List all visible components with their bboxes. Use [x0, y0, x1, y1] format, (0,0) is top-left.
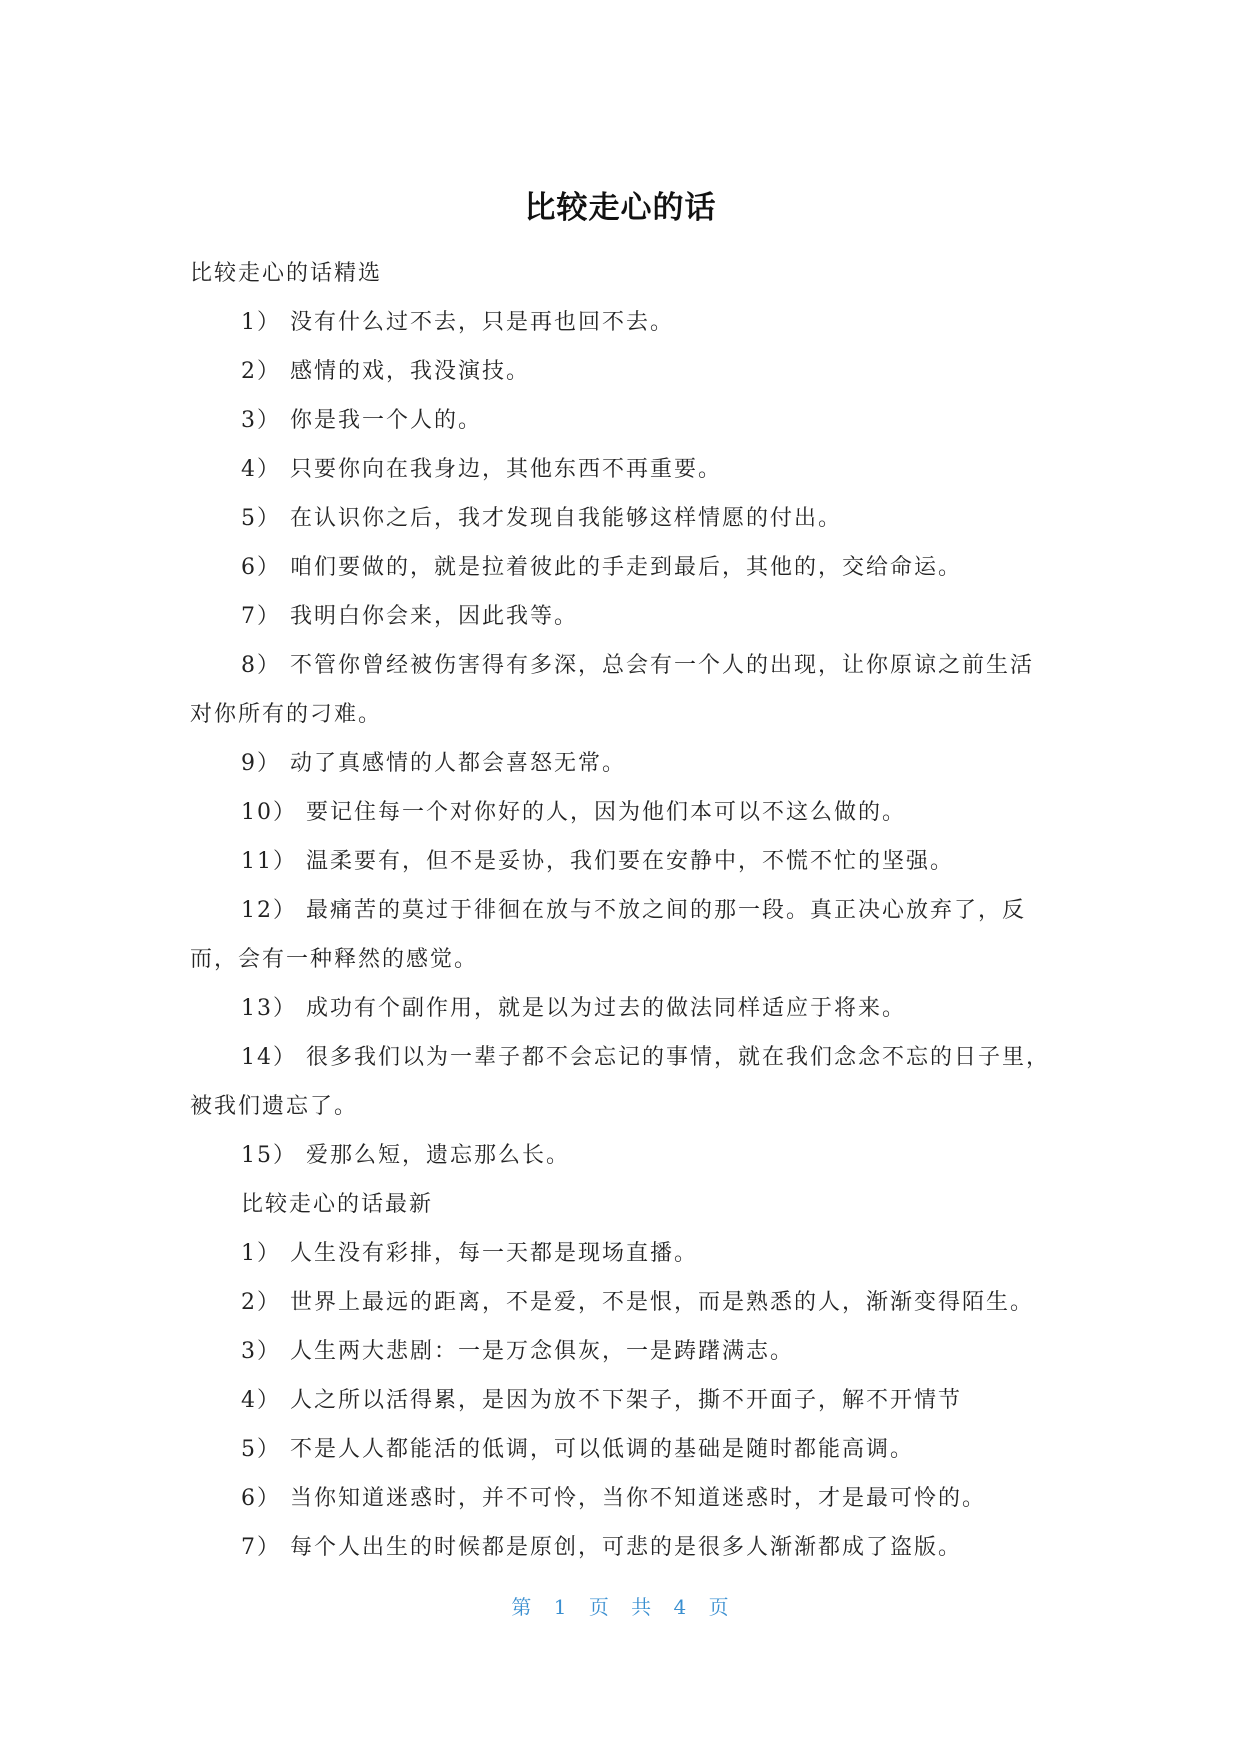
- quote-item: 10） 要记住每一个对你好的人，因为他们本可以不这么做的。: [241, 800, 906, 825]
- quote-item: 1） 人生没有彩排，每一天都是现场直播。: [241, 1241, 698, 1266]
- quote-item: 14） 很多我们以为一辈子都不会忘记的事情，就在我们念念不忘的日子里，被我们遗忘了。: [190, 1045, 1050, 1119]
- quote-item: 3） 人生两大悲剧：一是万念俱灰，一是踌躇满志。: [241, 1339, 794, 1364]
- document-body: [190, 249, 1056, 1572]
- quote-item: 4） 人之所以活得累，是因为放不下架子，撕不开面子，解不开情节: [241, 1388, 962, 1413]
- document-title: 比较走心的话: [524, 190, 717, 226]
- quote-item: 2） 感情的戏，我没演技。: [241, 359, 530, 384]
- quote-item: 9） 动了真感情的人都会喜怒无常。: [241, 751, 626, 776]
- quote-item: 2） 世界上最远的距离，不是爱，不是恨，而是熟悉的人，渐渐变得陌生。: [241, 1290, 1034, 1315]
- quote-item: 12） 最痛苦的莫过于徘徊在放与不放之间的那一段。真正决心放弃了，反而，会有一种释然的感觉。: [190, 898, 1026, 972]
- quote-item: 6） 当你知道迷惑时，并不可怜，当你不知道迷惑时，才是最可怜的。: [241, 1486, 986, 1511]
- quote-item: 1） 没有什么过不去，只是再也回不去。: [241, 310, 674, 335]
- quote-item: 4） 只要你向在我身边，其他东西不再重要。: [241, 457, 722, 482]
- quote-item: 6） 咱们要做的，就是拉着彼此的手走到最后，其他的，交给命运。: [241, 555, 962, 580]
- quote-item: 7） 我明白你会来，因此我等。: [241, 604, 578, 629]
- quote-item: 7） 每个人出生的时候都是原创，可悲的是很多人渐渐都成了盗版。: [241, 1535, 962, 1560]
- quote-item: 8） 不管你曾经被伤害得有多深，总会有一个人的出现，让你原谅之前生活对你所有的刁难。: [190, 653, 1034, 727]
- section-heading-featured: 比较走心的话精选: [190, 261, 383, 286]
- section-heading-latest: 比较走心的话最新: [241, 1192, 434, 1217]
- quote-item: 5） 不是人人都能活的低调，可以低调的基础是随时都能高调。: [241, 1437, 914, 1462]
- page-number-footer: 第 1 页 共 4 页: [511, 1595, 730, 1619]
- quote-item: 13） 成功有个副作用，就是以为过去的做法同样适应于将来。: [241, 996, 906, 1021]
- quote-item: 11） 温柔要有，但不是妥协，我们要在安静中，不慌不忙的坚强。: [241, 849, 954, 874]
- quote-item: 3） 你是我一个人的。: [241, 408, 482, 433]
- quote-item: 5） 在认识你之后，我才发现自我能够这样情愿的付出。: [241, 506, 842, 531]
- quote-item: 15） 爱那么短，遗忘那么长。: [241, 1143, 570, 1168]
